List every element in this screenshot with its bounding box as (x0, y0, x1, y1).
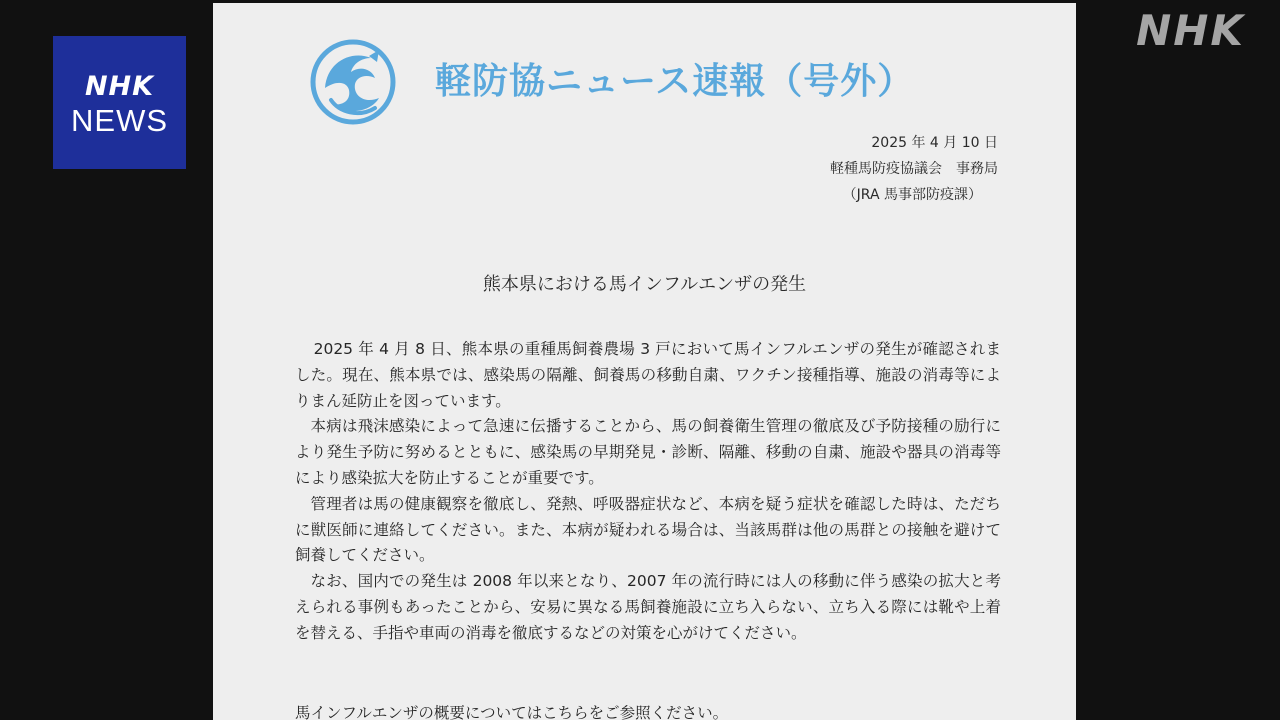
nhk-news-logo-nhk: NHK (84, 70, 155, 102)
document-meta (830, 130, 998, 208)
document-page (213, 3, 1076, 720)
body-paragraph: なお、国内での発生は 2008 年以来となり、2007 年の流行時には人の移動に伴う感染の拡大と考えられる事例もあったことから、安易に異なる馬飼養施設に立ち入らない、立ち入る際には靴や上着を替える、手指や車両の消毒を徹底するなどの対策を心がけてください。 (295, 572, 1001, 642)
nhk-news-logo (53, 36, 186, 169)
document-heading: 熊本県における馬インフルエンザの発生 (482, 274, 807, 295)
footer-note: 馬インフルエンザの概要についてはこちらをご参照ください。 (295, 704, 729, 720)
document-body (295, 337, 1001, 647)
document-organization: 軽種馬防疫協議会 事務局 (830, 161, 998, 177)
body-paragraph: 2025 年 4 月 8 日、熊本県の重種馬飼養農場 3 戸において馬インフルエンザの発生が確認されました。現在、熊本県では、感染馬の隔離、飼養馬の移動自粛、ワクチン接種指導、施設の消毒等によりまん延防止を図っています。 (295, 340, 1001, 410)
nhk-watermark: NHK (1136, 6, 1245, 55)
body-paragraph: 管理者は馬の健康観察を徹底し、発熱、呼吸器症状など、本病を疑う症状を確認した時は、ただちに獣医師に連絡してください。また、本病が疑われる場合は、当該馬群は他の馬群との接触を避けて飼養してください。 (295, 494, 1001, 565)
horse-swirl-logo-icon (309, 38, 397, 126)
document-date: 2025 年 4 月 10 日 (871, 135, 998, 151)
document-organization-sub: （JRA 馬事部防疫課） (842, 187, 982, 203)
body-paragraph: 本病は飛沫感染によって急速に伝播することから、馬の飼養衛生管理の徹底及び予防接種の励行により発生予防に努めるとともに、感染馬の早期発見・診断、隔離、移動の自粛、施設や器具の消毒等により感染拡大を防止することが重要です。 (295, 417, 1001, 487)
nhk-news-logo-news: NEWS (71, 102, 168, 138)
document-title: 軽防協ニュース速報（号外） (435, 61, 915, 102)
